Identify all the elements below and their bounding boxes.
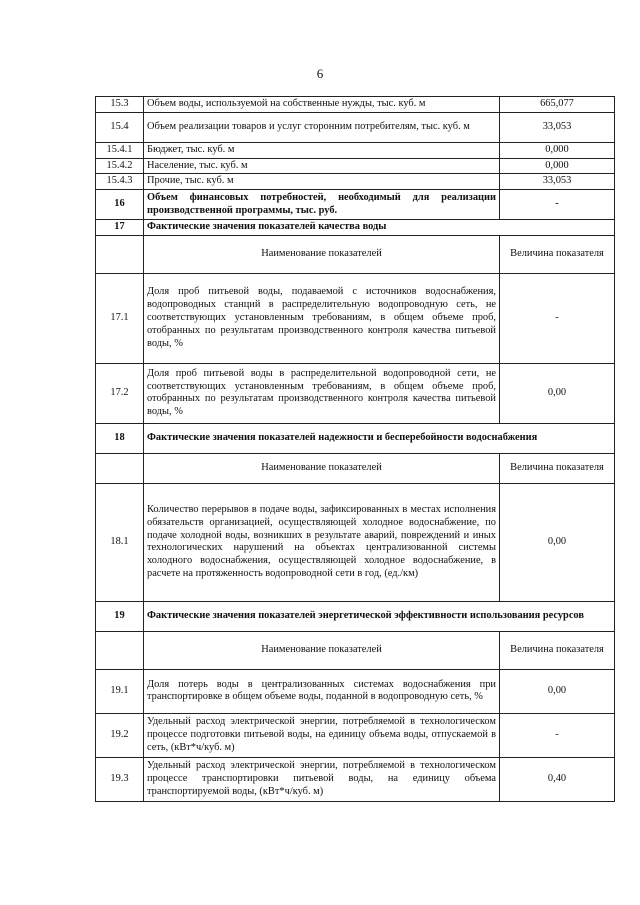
table-row <box>96 174 615 190</box>
column-header-value: Величина показателя <box>500 631 615 669</box>
row-value: 0,00 <box>500 363 615 423</box>
table-row <box>96 190 615 220</box>
column-header-name: Наименование показателей <box>144 235 500 273</box>
row-number: 15.3 <box>96 97 144 113</box>
table-row <box>96 97 615 113</box>
row-value: 0,40 <box>500 757 615 801</box>
table-row <box>96 601 615 631</box>
row-value: 0,000 <box>500 142 615 158</box>
column-header-name: Наименование показателей <box>144 453 500 483</box>
row-value: - <box>500 713 615 757</box>
table-row <box>96 363 615 423</box>
table-row <box>96 273 615 363</box>
row-number: 17.2 <box>96 363 144 423</box>
table-row <box>96 423 615 453</box>
row-number: 17.1 <box>96 273 144 363</box>
row-description: Объем реализации товаров и услуг сторонним потребителям, тыс. куб. м <box>144 112 500 142</box>
row-value: 33,053 <box>500 112 615 142</box>
empty-cell <box>96 235 144 273</box>
row-value: - <box>500 190 615 220</box>
row-description: Доля проб питьевой воды в распределительной водопроводной сети, не соответствующих установленным требованиям, в общем объеме проб, отобранных по результатам производственного контроля качества питьевой воды, % <box>144 363 500 423</box>
table-row <box>96 713 615 757</box>
row-number: 19.2 <box>96 713 144 757</box>
table-row <box>96 142 615 158</box>
section-title: Фактические значения показателей надежности и бесперебойности водоснабжения <box>144 423 615 453</box>
row-description: Доля проб питьевой воды, подаваемой с источников водоснабжения, водопроводных станций в распределительную водопроводную сеть, не соответствующих установленным требованиям, в общем объеме проб, отобранных по результатам производственного контроля качества питьевой воды, % <box>144 273 500 363</box>
table-row <box>96 235 615 273</box>
table-row <box>96 453 615 483</box>
row-value: 665,077 <box>500 97 615 113</box>
row-number: 18.1 <box>96 483 144 601</box>
row-value: 0,000 <box>500 158 615 174</box>
row-description: Бюджет, тыс. куб. м <box>144 142 500 158</box>
section-number: 19 <box>96 601 144 631</box>
row-description: Удельный расход электрической энергии, потребляемой в технологическом процессе подготовки питьевой воды, на единицу объема воды, отпускаемой в сеть, (кВт*ч/куб. м) <box>144 713 500 757</box>
section-number: 18 <box>96 423 144 453</box>
table-row <box>96 631 615 669</box>
row-value: 0,00 <box>500 483 615 601</box>
table-row <box>96 757 615 801</box>
row-description: Количество перерывов в подаче воды, зафиксированных в местах исполнения обязательств организацией, осуществляющей холодное водоснабжение, по подаче холодной воды, возникших в результате аварий, повреждений и иных технологических нарушений на объектах централизованной системы холодного водоснабжения, осуществляющей холодное водоснабжение, в расчете на протяженность водопроводной сети в год, (ед./км) <box>144 483 500 601</box>
empty-cell <box>96 453 144 483</box>
table-row <box>96 220 615 236</box>
row-number: 15.4.1 <box>96 142 144 158</box>
row-number: 16 <box>96 190 144 220</box>
empty-cell <box>96 631 144 669</box>
row-number: 19.1 <box>96 669 144 713</box>
section-title: Фактические значения показателей энергетической эффективности использования ресурсов <box>144 601 615 631</box>
table-row <box>96 669 615 713</box>
indicators-table <box>95 96 615 802</box>
row-description: Объем воды, используемой на собственные нужды, тыс. куб. м <box>144 97 500 113</box>
row-description: Доля потерь воды в централизованных системах водоснабжения при транспортировке в общем объеме воды, поданной в водопроводную сеть, % <box>144 669 500 713</box>
table-row <box>96 158 615 174</box>
column-header-name: Наименование показателей <box>144 631 500 669</box>
column-header-value: Величина показателя <box>500 235 615 273</box>
row-value: 0,00 <box>500 669 615 713</box>
row-value: - <box>500 273 615 363</box>
row-description: Население, тыс. куб. м <box>144 158 500 174</box>
column-header-value: Величина показателя <box>500 453 615 483</box>
row-number: 15.4.2 <box>96 158 144 174</box>
row-value: 33,053 <box>500 174 615 190</box>
row-description: Удельный расход электрической энергии, потребляемой в технологическом процессе транспортировки питьевой воды, на единицу объема транспортируемой воды, (кВт*ч/куб. м) <box>144 757 500 801</box>
table-row <box>96 483 615 601</box>
row-number: 15.4.3 <box>96 174 144 190</box>
row-description: Прочие, тыс. куб. м <box>144 174 500 190</box>
section-title: Фактические значения показателей качества воды <box>144 220 615 236</box>
page-number: 6 <box>316 66 324 81</box>
section-number: 17 <box>96 220 144 236</box>
row-description: Объем финансовых потребностей, необходимый для реализации производственной программы, тыс. руб. <box>144 190 500 220</box>
row-number: 15.4 <box>96 112 144 142</box>
row-number: 19.3 <box>96 757 144 801</box>
table-row <box>96 112 615 142</box>
